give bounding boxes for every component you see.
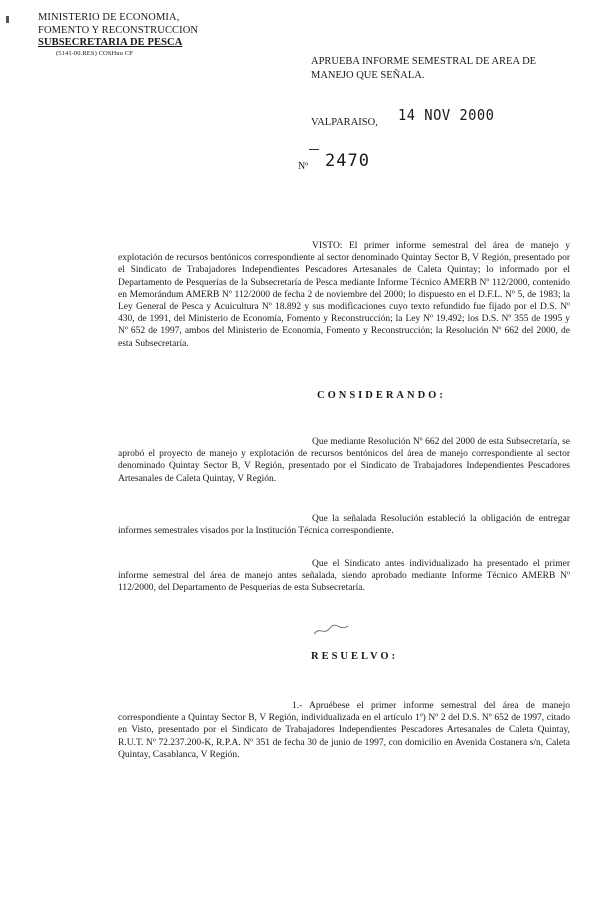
visto-paragraph: VISTO: El primer informe semestral del área de manejo y explotación de recursos bentónicos correspondiente al sector denominado Quintay Sector B, V Región, presentado por el Sindicato de Trabajadores Independientes Pescadores Artesanales de Caleta Quintay; lo informado por el Departamento de Pesquerías de la Subsecretaría de Pesca mediante Informe Técnico AMERB Nº 112/2000, contenido en Memorándum AMERB Nº 112/2000 de fecha 2 de noviembre del 2000; lo dispuesto en el D.F.L. Nº 5, de 1983; la Ley General de Pesca y Acuicultura Nº 18.892 y sus modificaciones cuyo texto refundido fue fijado por el D.S. Nº 430, de 1991, del Ministerio de Economía, Fomento y Reconstrucción; la Ley Nº 19.492; los D.S. Nº 355 de 1995 y Nº 652 de 1997, ambos del Ministerio de Economía, Fomento y Reconstrucción; la Resolución Nº 662 del 2000, de esta Subsecretaría. [118, 241, 570, 349]
considerando-paragraph: Que la señalada Resolución estableció la obligación de entregar informes semestrales visados por la Institución Técnica correspondiente. [118, 514, 570, 537]
resuelvo-heading: RESUELVO: [311, 651, 399, 662]
subsecretaria-name: SUBSECRETARIA DE PESCA [38, 37, 183, 48]
ministry-name: MINISTERIO DE ECONOMIA, [38, 12, 180, 23]
resolution-subject: APRUEBA INFORME SEMESTRAL DE AREA DE MANEJO QUE SEÑALA. [311, 56, 537, 81]
letterhead [38, 12, 198, 58]
considerando-paragraph: Que el Sindicato antes individualizado ha presentado el primer informe semestral del área de manejo antes señalada, siendo aprobado mediante Informe Técnico AMERB Nº 112/2000, del Departamento de Pesquerías de esta Subsecretaría. [118, 559, 570, 594]
date-stamp: 14 NOV 2000 [398, 106, 495, 124]
number-dash [309, 149, 319, 150]
ministry-name-cont: FOMENTO Y RECONSTRUCCION [38, 24, 199, 36]
margin-mark [6, 16, 9, 23]
reference-code: (5141-00.RES) COSHuu CP [56, 49, 133, 57]
considerando-heading: CONSIDERANDO: [317, 390, 446, 401]
resuelvo-paragraph: 1.- Apruébese el primer informe semestral del área de manejo correspondiente a Quintay Sector B, V Región, individualizada en el artículo 1º) Nº 2 del D.S. Nº 652 de 1997, citado en Visto, presentado por el Sindicato de Trabajadores Independientes Pescadores Artesanales de Caleta Quintay, R.U.T. Nº 72.237.200-K, R.P.A. Nº 351 de fecha 30 de junio de 1997, con domicilio en Avenida Costanera s/n, Caleta Quintay, Casablanca, V Región. [118, 701, 570, 760]
place-label: VALPARAISO, [311, 117, 378, 128]
considerando-paragraph: Que mediante Resolución Nº 662 del 2000 de esta Subsecretaría, se aprobó el proyecto de manejo y explotación de recursos bentónicos del área de manejo correspondiente al sector denominado Quintay Sector B, V Región, presentado por el Sindicato de Trabajadores Independientes Pescadores Artesanales de Caleta Quintay, V Región. [118, 437, 570, 484]
resolution-number: 2470 [325, 151, 370, 171]
number-label: Nº [298, 161, 309, 172]
initials-scribble [312, 622, 352, 638]
